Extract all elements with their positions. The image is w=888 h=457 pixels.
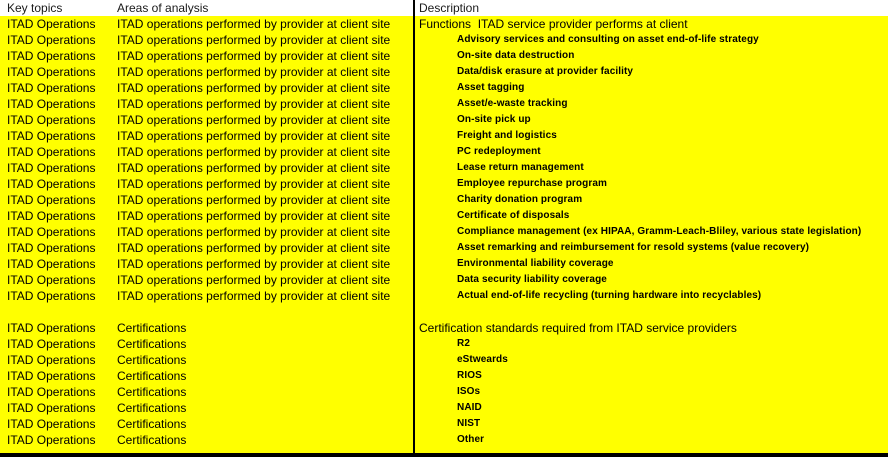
table-row: [0, 64, 888, 80]
description-cell[interactable]: Freight and logistics: [457, 130, 557, 141]
table-row: [0, 384, 888, 400]
table-row: [0, 400, 888, 416]
description-cell[interactable]: Asset remarking and reimbursement for resold systems (value recovery): [457, 242, 810, 253]
key-topic-cell[interactable]: ITAD Operations: [7, 161, 96, 175]
header-areas-of-analysis[interactable]: Areas of analysis: [117, 1, 209, 15]
description-cell[interactable]: R2: [457, 338, 470, 349]
description-cell[interactable]: Certification standards required from ITAD service providers: [419, 321, 737, 335]
description-cell[interactable]: Certificate of disposals: [457, 210, 570, 221]
area-of-analysis-cell[interactable]: ITAD operations performed by provider at client site: [117, 225, 391, 239]
area-of-analysis-cell[interactable]: Certifications: [117, 337, 187, 351]
key-topic-cell[interactable]: ITAD Operations: [7, 369, 96, 383]
table-row: [0, 192, 888, 208]
key-topic-cell[interactable]: ITAD Operations: [7, 113, 96, 127]
key-topic-cell[interactable]: ITAD Operations: [7, 97, 96, 111]
description-cell[interactable]: On-site data destruction: [457, 50, 575, 61]
table-row: [0, 208, 888, 224]
key-topic-cell[interactable]: ITAD Operations: [7, 289, 96, 303]
key-topic-cell[interactable]: ITAD Operations: [7, 209, 96, 223]
table-row: [0, 432, 888, 448]
table-row: [0, 176, 888, 192]
area-of-analysis-cell[interactable]: ITAD operations performed by provider at client site: [117, 273, 391, 287]
table-row: [0, 112, 888, 128]
table-row: [0, 288, 888, 304]
table-row: [0, 128, 888, 144]
table-row: [0, 80, 888, 96]
table-row: [0, 352, 888, 368]
area-of-analysis-cell[interactable]: ITAD operations performed by provider at client site: [117, 33, 391, 47]
description-cell[interactable]: Environmental liability coverage: [457, 258, 614, 269]
key-topic-cell[interactable]: ITAD Operations: [7, 417, 96, 431]
area-of-analysis-cell[interactable]: Certifications: [117, 385, 187, 399]
description-cell[interactable]: Charity donation program: [457, 194, 583, 205]
table-row: [0, 416, 888, 432]
key-topic-cell[interactable]: ITAD Operations: [7, 49, 96, 63]
table-row: [0, 256, 888, 272]
description-cell[interactable]: ISOs: [457, 386, 481, 397]
area-of-analysis-cell[interactable]: Certifications: [117, 369, 187, 383]
key-topic-cell[interactable]: ITAD Operations: [7, 177, 96, 191]
table-row: [0, 336, 888, 352]
bottom-border: [0, 453, 888, 457]
area-of-analysis-cell[interactable]: ITAD operations performed by provider at client site: [117, 97, 391, 111]
description-cell[interactable]: Employee repurchase program: [457, 178, 607, 189]
area-of-analysis-cell[interactable]: Certifications: [117, 417, 187, 431]
area-of-analysis-cell[interactable]: ITAD operations performed by provider at client site: [117, 113, 391, 127]
area-of-analysis-cell[interactable]: Certifications: [117, 433, 187, 447]
description-cell[interactable]: RIOS: [457, 370, 482, 381]
area-of-analysis-cell[interactable]: ITAD operations performed by provider at client site: [117, 129, 391, 143]
area-of-analysis-cell[interactable]: ITAD operations performed by provider at client site: [117, 289, 391, 303]
table-row: [0, 160, 888, 176]
table-row: [0, 304, 888, 320]
area-of-analysis-cell[interactable]: Certifications: [117, 353, 187, 367]
key-topic-cell[interactable]: ITAD Operations: [7, 273, 96, 287]
key-topic-cell[interactable]: ITAD Operations: [7, 353, 96, 367]
area-of-analysis-cell[interactable]: ITAD operations performed by provider at client site: [117, 193, 391, 207]
table-row: [0, 272, 888, 288]
key-topic-cell[interactable]: ITAD Operations: [7, 129, 96, 143]
key-topic-cell[interactable]: ITAD Operations: [7, 241, 96, 255]
description-cell[interactable]: NAID: [457, 402, 482, 413]
table-row: [0, 368, 888, 384]
area-of-analysis-cell[interactable]: ITAD operations performed by provider at client site: [117, 145, 391, 159]
description-cell[interactable]: Lease return management: [457, 162, 584, 173]
area-of-analysis-cell[interactable]: ITAD operations performed by provider at client site: [117, 65, 391, 79]
key-topic-cell[interactable]: ITAD Operations: [7, 385, 96, 399]
key-topic-cell[interactable]: ITAD Operations: [7, 65, 96, 79]
key-topic-cell[interactable]: ITAD Operations: [7, 225, 96, 239]
table-row: [0, 32, 888, 48]
area-of-analysis-cell[interactable]: ITAD operations performed by provider at client site: [117, 177, 391, 191]
description-cell[interactable]: Functions ITAD service provider performs at client: [419, 17, 688, 31]
table-row: [0, 16, 888, 32]
table-body: [0, 16, 888, 448]
key-topic-cell[interactable]: ITAD Operations: [7, 257, 96, 271]
key-topic-cell[interactable]: ITAD Operations: [7, 433, 96, 447]
key-topic-cell[interactable]: ITAD Operations: [7, 17, 96, 31]
area-of-analysis-cell[interactable]: Certifications: [117, 401, 187, 415]
header-key-topics[interactable]: Key topics: [7, 1, 63, 15]
column-divider: [413, 0, 415, 457]
key-topic-cell[interactable]: ITAD Operations: [7, 193, 96, 207]
area-of-analysis-cell[interactable]: ITAD operations performed by provider at client site: [117, 257, 391, 271]
description-cell[interactable]: NIST: [457, 418, 481, 429]
table-row: [0, 144, 888, 160]
area-of-analysis-cell[interactable]: Certifications: [117, 321, 187, 335]
description-cell[interactable]: PC redeployment: [457, 146, 541, 157]
area-of-analysis-cell[interactable]: ITAD operations performed by provider at client site: [117, 81, 391, 95]
key-topic-cell[interactable]: ITAD Operations: [7, 337, 96, 351]
header-description[interactable]: Description: [419, 1, 480, 15]
area-of-analysis-cell[interactable]: ITAD operations performed by provider at client site: [117, 17, 391, 31]
description-cell[interactable]: eStweards: [457, 354, 508, 365]
description-cell[interactable]: Data security liability coverage: [457, 274, 607, 285]
area-of-analysis-cell[interactable]: ITAD operations performed by provider at client site: [117, 161, 391, 175]
table-row: [0, 240, 888, 256]
key-topic-cell[interactable]: ITAD Operations: [7, 321, 96, 335]
description-cell[interactable]: Asset/e-waste tracking: [457, 98, 568, 109]
description-cell[interactable]: Compliance management (ex HIPAA, Gramm-Leach-Bliley, various state legislation): [457, 226, 862, 237]
description-cell[interactable]: Asset tagging: [457, 82, 525, 93]
area-of-analysis-cell[interactable]: ITAD operations performed by provider at client site: [117, 241, 391, 255]
description-cell[interactable]: On-site pick up: [457, 114, 531, 125]
key-topic-cell[interactable]: ITAD Operations: [7, 33, 96, 47]
description-cell[interactable]: Advisory services and consulting on asset end-of-life strategy: [457, 34, 759, 45]
description-cell[interactable]: Data/disk erasure at provider facility: [457, 66, 634, 77]
area-of-analysis-cell[interactable]: ITAD operations performed by provider at client site: [117, 49, 391, 63]
description-cell[interactable]: Other: [457, 434, 485, 445]
table-row: [0, 96, 888, 112]
table-row: [0, 48, 888, 64]
table-row: [0, 224, 888, 240]
key-topic-cell[interactable]: ITAD Operations: [7, 401, 96, 415]
table-row: [0, 320, 888, 336]
description-cell[interactable]: Actual end-of-life recycling (turning hardware into recyclables): [457, 290, 762, 301]
area-of-analysis-cell[interactable]: ITAD operations performed by provider at client site: [117, 209, 391, 223]
key-topic-cell[interactable]: ITAD Operations: [7, 81, 96, 95]
header-row: [0, 0, 888, 16]
key-topic-cell[interactable]: ITAD Operations: [7, 145, 96, 159]
